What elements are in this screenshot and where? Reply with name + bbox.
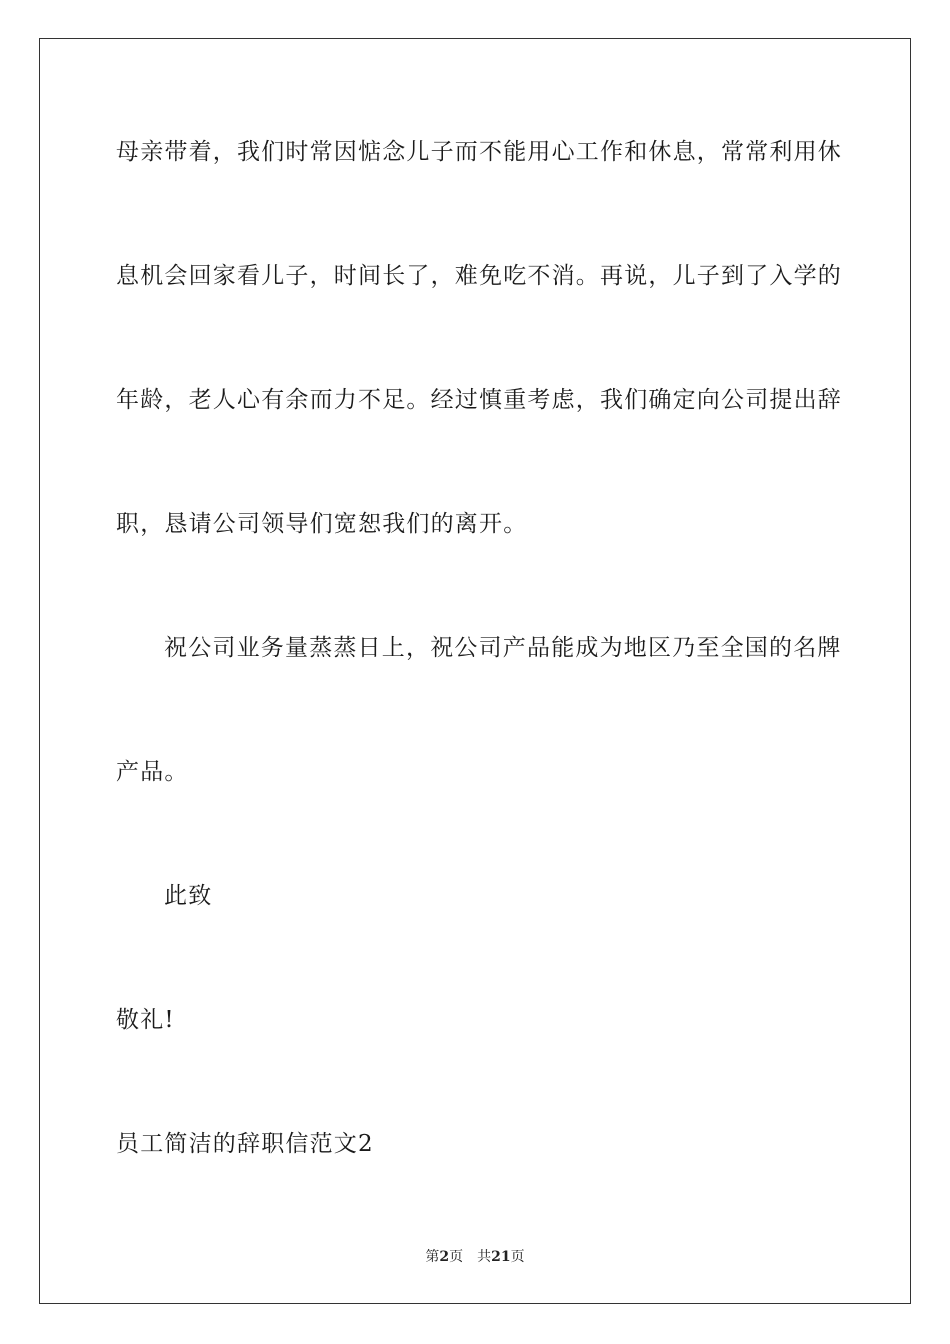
body-line: 职，恳请公司领导们宽恕我们的离开。	[116, 511, 528, 537]
page-footer	[0, 1248, 950, 1266]
body-line: 母亲带着，我们时常因惦念儿子而不能用心工作和休息，常常利用休	[116, 139, 842, 165]
body-line: 年龄，老人心有余而力不足。经过慎重考虑，我们确定向公司提出辞	[116, 387, 842, 413]
footer-total-prefix: 共	[477, 1249, 492, 1265]
body-line-indented: 祝公司业务量蒸蒸日上，祝公司产品能成为地区乃至全国的名牌	[164, 635, 842, 661]
footer-total-unit: 页	[510, 1249, 525, 1265]
closing-line: 此致	[164, 883, 213, 909]
salutation-line: 敬礼!	[116, 1007, 175, 1033]
current-page-number: 2	[439, 1249, 450, 1265]
footer-prefix: 第	[425, 1249, 440, 1265]
footer-page-unit: 页	[449, 1249, 464, 1265]
body-line: 产品。	[116, 759, 189, 785]
next-section-title: 员工简洁的辞职信范文2	[116, 1131, 374, 1157]
total-page-count: 21	[491, 1249, 511, 1265]
body-line: 息机会回家看儿子，时间长了，难免吃不消。再说，儿子到了入学的	[116, 263, 842, 289]
page-border	[39, 38, 911, 1304]
